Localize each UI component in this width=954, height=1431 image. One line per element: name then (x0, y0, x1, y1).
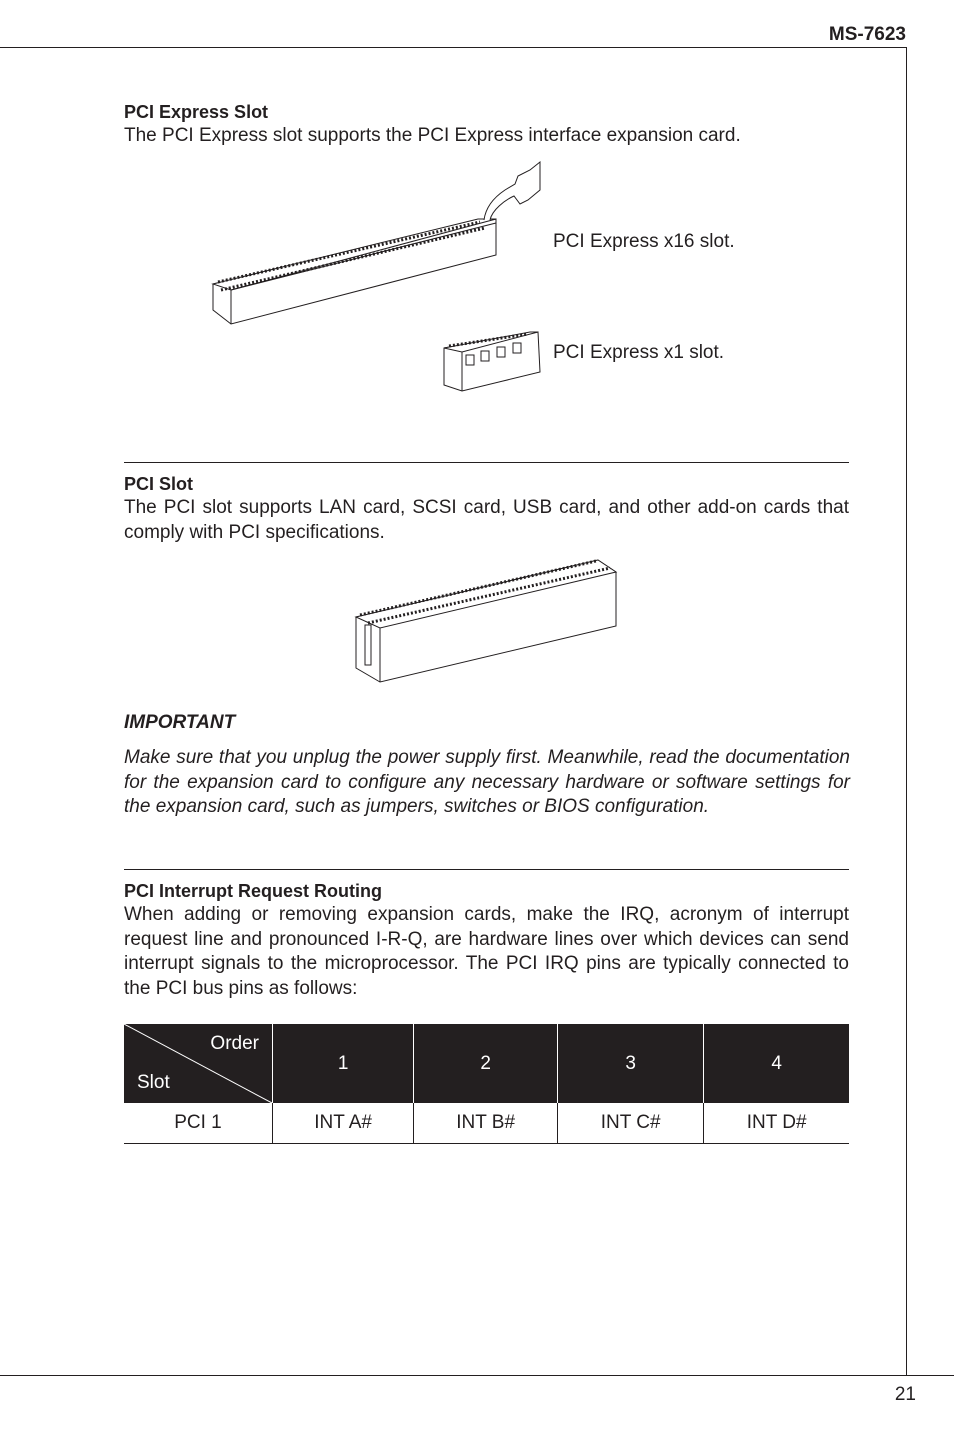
pcie-x16-slot-illustration (213, 162, 540, 324)
order-header-1: 1 (273, 1024, 414, 1103)
pcie-x1-label: PCI Express x1 slot. (553, 342, 725, 363)
pcie-description: The PCI Express slot supports the PCI Express interface expansion card. (124, 125, 741, 146)
irq-cell: INT B# (414, 1103, 558, 1144)
pci-description: The PCI slot supports LAN card, SCSI card, USB card, and other add-on cards that comply with PCI specifications. (124, 497, 849, 543)
pci-slot-illustration (356, 560, 616, 682)
irq-cell: INT D# (704, 1103, 849, 1144)
pcie-heading: PCI Express Slot (124, 102, 269, 122)
corner-slot-label: Slot (137, 1072, 170, 1093)
important-text: Make sure that you unplug the power supply first. Meanwhile, read the documentation for the expansion card to configure any necessary hardware or software settings for the expansion card, such as jumpers, switches or BIOS configuration. (124, 747, 850, 817)
section-divider (124, 869, 849, 870)
order-header-4: 4 (704, 1024, 849, 1103)
order-header-2: 2 (414, 1024, 558, 1103)
slot-cell: PCI 1 (124, 1103, 273, 1144)
irq-description: When adding or removing expansion cards, make the IRQ, acronym of interrupt request line and pronounced I-R-Q, are hardware lines over which devices can send interrupt signals to the microprocessor. The PCI IRQ pins are typically connected to the PCI bus pins as follows: (124, 904, 849, 999)
model-number: MS-7623 (828, 24, 906, 45)
pcie-x1-slot-illustration (444, 332, 540, 391)
table-corner-cell (124, 1024, 273, 1103)
page-number: 21 (894, 1384, 916, 1405)
table-header-row (124, 1024, 849, 1103)
pcie-x16-label: PCI Express x16 slot. (553, 231, 735, 252)
pci-heading: PCI Slot (124, 474, 194, 494)
corner-order-label: Order (210, 1033, 259, 1054)
irq-routing-table (124, 1024, 849, 1144)
irq-heading: PCI Interrupt Request Routing (124, 881, 382, 901)
order-header-3: 3 (558, 1024, 704, 1103)
important-heading: IMPORTANT (124, 712, 236, 733)
table-row (124, 1103, 849, 1144)
irq-cell: INT A# (273, 1103, 414, 1144)
irq-cell: INT C# (558, 1103, 704, 1144)
section-divider (124, 462, 849, 463)
